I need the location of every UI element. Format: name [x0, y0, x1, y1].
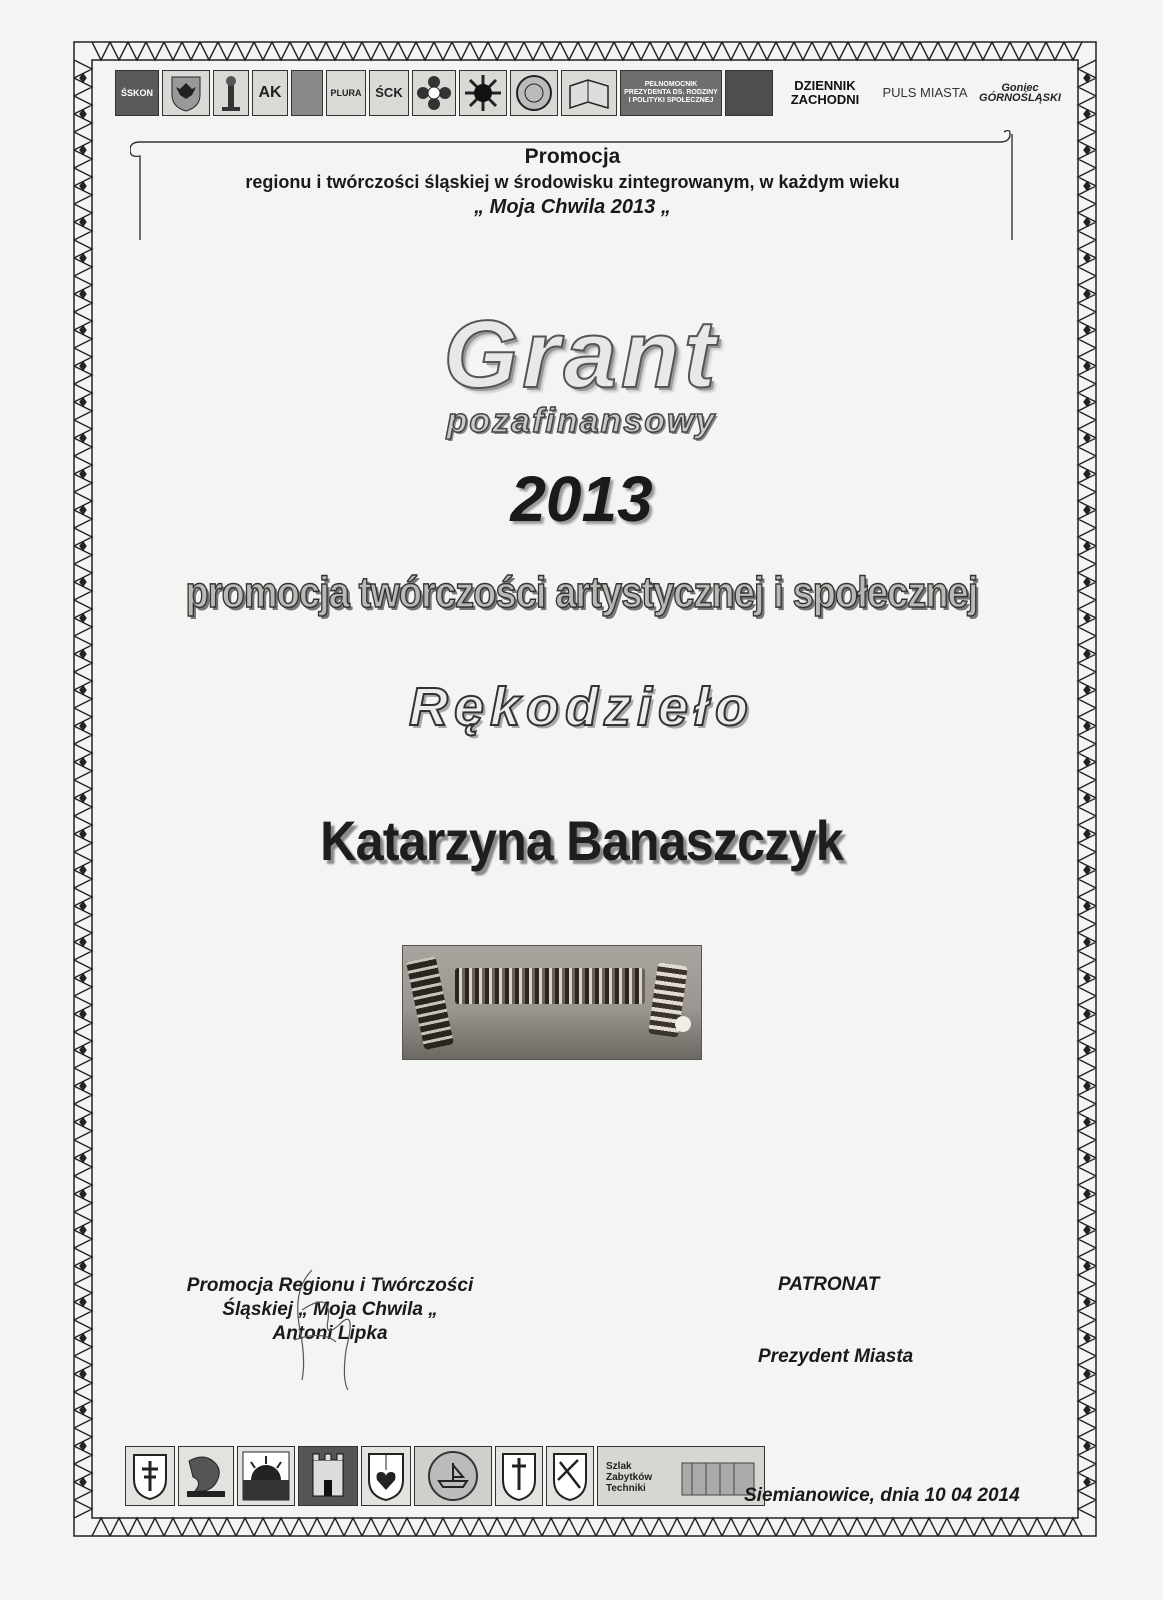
- heart-crest-icon: [361, 1446, 411, 1506]
- puls-miasta-logo: PULS MIASTA: [877, 70, 973, 116]
- goniec-logo: Goniec GÓRNOŚLĄSKI: [976, 70, 1064, 116]
- sskon-logo: ŚSKON: [115, 70, 159, 116]
- grant-subtitle: pozafinansowy: [446, 402, 717, 440]
- handwritten-signature: [272, 1250, 372, 1390]
- book-icon: [561, 70, 617, 116]
- organizer-line-1: Promocja Regionu i Twórczości: [186, 1275, 474, 1296]
- scroll-banner: [130, 130, 1015, 240]
- building-photo-icon: [291, 70, 323, 116]
- plura-logo: PLURA: [326, 70, 366, 116]
- issue-date: Siemianowice, dnia 10 04 2014: [744, 1485, 1020, 1506]
- sunrise-crest-icon: [237, 1446, 295, 1506]
- scroll-banner-text: [150, 144, 995, 220]
- ship-seal-icon: [414, 1446, 492, 1506]
- eagle-crest-icon: [162, 70, 210, 116]
- sponsor-logo-strip: [115, 70, 1075, 116]
- discipline-title: Rękodzieło: [408, 677, 755, 737]
- dziennik-zachodni-logo: DZIENNIK ZACHODNI: [776, 70, 874, 116]
- handcraft-photo: [402, 945, 702, 1060]
- key-crest-icon: [546, 1446, 594, 1506]
- banner-event-name: „ Moja Chwila 2013 „: [474, 196, 671, 218]
- category-line: promocja twórczości artystycznej i społecznej: [185, 568, 978, 617]
- ak-emblem-icon: AK: [252, 70, 288, 116]
- patronage-label: PATRONAT: [778, 1274, 880, 1295]
- grant-title: Grant: [443, 301, 720, 408]
- organizer-name: Antoni Lipka: [272, 1323, 388, 1344]
- organizer-line-2: Śląskiej „ Moja Chwila „: [222, 1299, 438, 1320]
- sck-logo: ŚCK: [369, 70, 409, 116]
- banner-heading: Promocja: [524, 145, 621, 168]
- grant-year: 2013: [510, 463, 653, 535]
- round-seal-icon: [510, 70, 558, 116]
- monument-icon: [213, 70, 249, 116]
- photo-icon: [725, 70, 773, 116]
- sun-emblem-icon: [459, 70, 507, 116]
- banner-subheading: regionu i twórczości śląskiej w środowisku zintegrowanym, w każdym wieku: [245, 172, 900, 192]
- griffin-crest-icon: [178, 1446, 234, 1506]
- sword-crest-icon: [495, 1446, 543, 1506]
- zabytki-techniki-logo: Szlak Zabytków Techniki: [597, 1446, 765, 1506]
- patron-title: Prezydent Miasta: [758, 1346, 914, 1367]
- tower-crest-icon: [298, 1446, 358, 1506]
- knitted-scarf-image: [455, 968, 645, 1004]
- recipient-name: Katarzyna Banaszczyk: [320, 809, 843, 872]
- crest-logo-strip: [125, 1446, 735, 1504]
- cross-crest-icon: [125, 1446, 175, 1506]
- plenipotentiary-logo: PEŁNOMOCNIK PREZYDENTA DS. RODZINY I POLITYKI SPOŁECZNEJ: [620, 70, 722, 116]
- flower-emblem-icon: [412, 70, 456, 116]
